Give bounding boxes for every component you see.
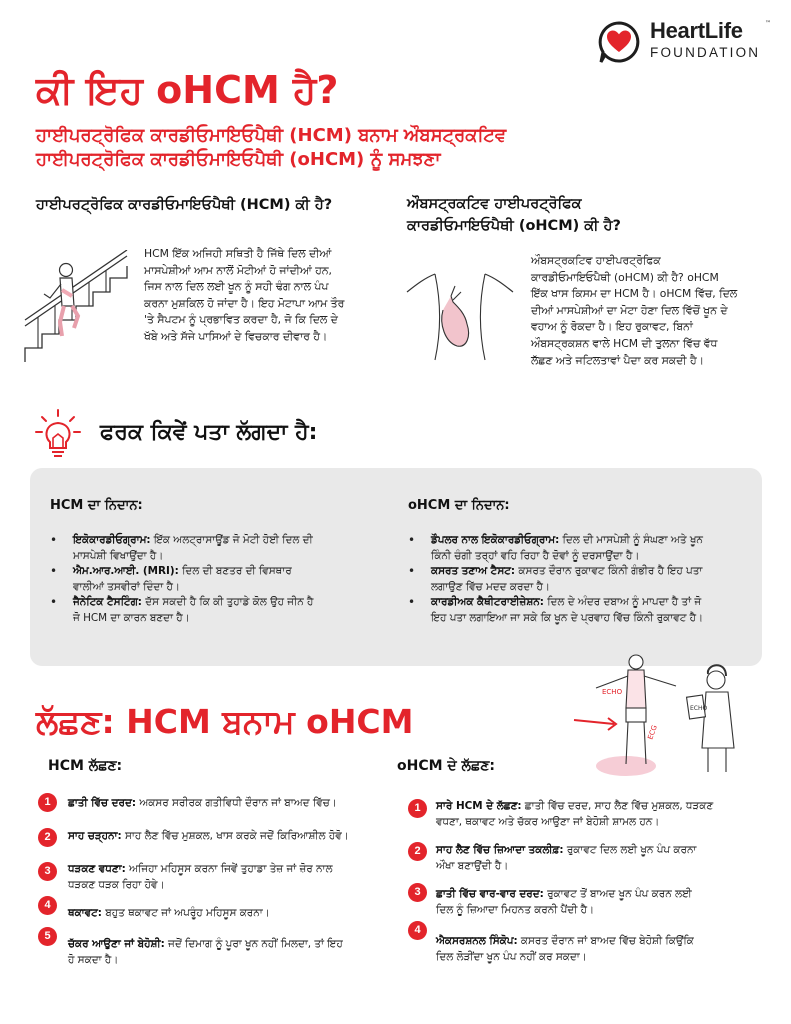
- lightbulb-icon: [34, 408, 82, 460]
- item-term: ਕਾਰਡੀਅਕ ਕੈਥੀਟਰਾਈਜ਼ੇਸ਼ਨ:: [431, 596, 544, 609]
- item-text: ਇਹ ਪਤਾ ਲਗਾਇਆ ਜਾ ਸਕੇ ਕਿ ਖੂਨ ਦੇ ਪ੍ਰਵਾਹ ਵਿੱਚ ਕਿੰਨੀ ਰੁਕਾਵਟ ਹੈ।: [431, 611, 704, 624]
- number-badge: 5: [38, 927, 57, 946]
- item-term: ਡੌਪਲਰ ਨਾਲ ਇਕੋਕਾਰਡੀਓਗ੍ਰਾਮ:: [431, 534, 560, 546]
- number-badge: 2: [38, 828, 57, 847]
- page-title: ਕੀ ਇਹ oHCM ਹੈ?: [36, 68, 339, 112]
- item-text: ਅਜਿਹਾ ਮਹਿਸੂਸ ਕਰਨਾ ਜਿਵੇਂ ਤੁਹਾਡਾ ਤੇਜ਼ ਜਾਂ ਜ਼ੋਰ ਨਾਲ: [125, 863, 333, 875]
- text-line: ਔਬਸਟ੍ਰਕਟਿਵ ਹਾਈਪਰਟ੍ਰੋਫਿਕ: [531, 254, 661, 267]
- hcm-diagnosis-heading: HCM ਦਾ ਨਿਦਾਨ:: [50, 498, 143, 513]
- hcm-symptom-item: [68, 861, 388, 893]
- item-text: ਰੁਕਾਵਟ ਤੋਂ ਬਾਅਦ ਖੂਨ ਪੰਪ ਕਰਨ ਲਈ: [543, 888, 692, 900]
- brand-trademark: ™: [765, 20, 771, 27]
- symptoms-title: ਲੱਛਣ: HCM ਬਨਾਮ oHCM: [36, 702, 414, 741]
- item-text: ਹੋ ਸਕਦਾ ਹੈ।: [68, 954, 119, 966]
- item-text: ਦਿਲ ਦੇ ਅੰਦਰ ਦਬਾਅ ਨੂੰ ਮਾਪਦਾ ਹੈ ਤਾਂ ਜੋ: [543, 596, 702, 609]
- number-badge: 1: [408, 799, 427, 818]
- item-term: ਕਸਰਤ ਤਣਾਅ ਟੈਸਟ:: [431, 565, 516, 578]
- hcm-definition-heading: ਹਾਈਪਰਟ੍ਰੋਫਿਕ ਕਾਰਡੀਓਮਾਇਓਪੈਥੀ (HCM) ਕੀ ਹੈ?: [36, 197, 333, 213]
- echo-clipboard-label: ECHO: [690, 705, 708, 712]
- ohcm-symptom-item: [436, 798, 776, 830]
- list-item: [408, 595, 760, 626]
- text-line: ਇੱਕ ਖਾਸ ਕਿਸਮ ਦਾ HCM ਹੈ। oHCM ਵਿੱਚ, ਦਿਲ: [531, 287, 738, 301]
- list-item: [408, 533, 760, 564]
- number-badge: 3: [38, 862, 57, 881]
- text-line: ਮਾਸਪੇਸ਼ੀਆਂ ਆਮ ਨਾਲੋਂ ਮੋਟੀਆਂ ਹੋ ਜਾਂਦੀਆਂ ਹਨ,: [144, 263, 332, 277]
- list-item: [50, 533, 395, 564]
- heart-speech-bubble-icon: [596, 19, 642, 65]
- heading-line: ਔਬਸਟ੍ਰਕਟਿਵ ਹਾਈਪਰਟ੍ਰੋਫਿਕ: [407, 196, 582, 212]
- text-line: ਲੱਛਣ ਅਤੇ ਜਟਿਲਤਾਵਾਂ ਪੈਦਾ ਕਰ ਸਕਦੀ ਹੈ।: [531, 353, 704, 367]
- number-badge: 2: [408, 842, 427, 861]
- hcm-symptom-item: [68, 828, 398, 844]
- ohcm-diagnosis-heading: oHCM ਦਾ ਨਿਦਾਨ:: [408, 498, 510, 513]
- item-text: ਸਾਹ ਲੈਣ ਵਿੱਚ ਮੁਸ਼ਕਲ, ਖਾਸ ਕਰਕੇ ਜਦੋਂ ਕਿਰਿਆਸ਼ੀਲ ਹੋਵੋ।: [121, 830, 349, 842]
- item-text: ਵਾਲੀਆਂ ਤਸਵੀਰਾਂ ਦਿੰਦਾ ਹੈ।: [73, 580, 180, 593]
- item-text: ਛਾਤੀ ਵਿੱਚ ਦਰਦ, ਸਾਹ ਲੈਣ ਵਿੱਚ ਮੁਸ਼ਕਲ, ਧੜਕਣ: [521, 800, 714, 812]
- ohcm-symptom-item: [436, 842, 776, 874]
- text-line: HCM ਇੱਕ ਅਜਿਹੀ ਸਥਿਤੀ ਹੈ ਜਿੱਥੇ ਦਿਲ ਦੀਆਂ: [144, 247, 332, 260]
- item-text: ਦੱਸ ਸਕਦੀ ਹੈ ਕਿ ਕੀ ਤੁਹਾਡੇ ਕੋਲ ਉਹ ਜੀਨ ਹੈ: [141, 596, 314, 609]
- item-text: ਦਿਲ ਨੂੰ ਜ਼ਿਆਦਾ ਮਿਹਨਤ ਕਰਨੀ ਪੈਂਦੀ ਹੈ।: [436, 904, 595, 916]
- text-line: ਔਬਸਟ੍ਰਕਸ਼ਨ ਵਾਲੇ HCM ਦੀ ਤੁਲਨਾ ਵਿੱਚ ਵੱਧ: [531, 336, 718, 350]
- item-term: ਥਕਾਵਟ:: [68, 907, 102, 919]
- item-text: ਬਹੁਤ ਥਕਾਵਟ ਜਾਂ ਅਪਰੂੰਹ ਮਹਿਸੂਸ ਕਰਨਾ।: [101, 907, 270, 919]
- item-text: ਧੜਕਣ ਧੜਕ ਰਿਹਾ ਹੋਵੇ।: [68, 879, 165, 891]
- item-term: ਸਾਰੇ HCM ਦੇ ਲੱਛਣ:: [436, 800, 522, 812]
- item-term: ਧੜਕਣ ਵਧਣਾ:: [68, 863, 126, 875]
- echo-label: ECHO: [602, 688, 623, 696]
- item-text: ਰੁਕਾਵਟ ਦਿਲ ਲਈ ਖੂਨ ਪੰਪ ਕਰਨਾ: [563, 844, 697, 856]
- ohcm-definition-heading: [407, 193, 747, 237]
- item-term: ਸਾਹ ਲੈਣ ਵਿੱਚ ਜ਼ਿਆਦਾ ਤਕਲੀਫ਼:: [436, 844, 564, 856]
- item-text: ਦਿਲ ਦੀ ਮਾਸਪੇਸ਼ੀ ਨੂੰ ਸੰਘਣਾ ਅਤੇ ਖੂਨ: [559, 534, 703, 546]
- list-item: [50, 595, 395, 626]
- hcm-symptom-item: [68, 936, 388, 968]
- item-term: ਛਾਤੀ ਵਿੱਚ ਵਾਰ-ਵਾਰ ਦਰਦ:: [436, 888, 544, 900]
- hcm-symptom-item: [68, 795, 388, 811]
- item-text: ਇੱਕ ਅਲਟ੍ਰਾਸਾਊਂਡ ਜੋ ਮੋਟੀ ਹੋਈ ਦਿਲ ਦੀ: [150, 534, 313, 546]
- item-text: ਵਧਣਾ, ਥਕਾਵਟ ਅਤੇ ਚੱਕਰ ਆਉਣਾ ਜਾਂ ਬੇਹੋਸ਼ੀ ਸ਼ਾਮਲ ਹਨ।: [436, 816, 660, 828]
- ohcm-diagnosis-list: [408, 533, 760, 627]
- item-text: ਦਿਲ ਲੋੜੀਂਦਾ ਖੂਨ ਪੰਪ ਨਹੀਂ ਕਰ ਸਕਦਾ।: [436, 951, 587, 963]
- difference-heading: ਫਰਕ ਕਿਵੇਂ ਪਤਾ ਲੱਗਦਾ ਹੈ:: [100, 420, 318, 445]
- subtitle-line: ਹਾਈਪਰਟ੍ਰੋਫਿਕ ਕਾਰਡੀਓਮਾਇਓਪੈਥੀ (oHCM) ਨੂੰ ਸਮਝਣਾ: [36, 149, 441, 170]
- text-line: ਕਾਰਡੀਓਮਾਇਓਪੈਥੀ (oHCM) ਕੀ ਹੈ? oHCM: [531, 270, 719, 284]
- text-line: ਖੱਬੇ ਅਤੇ ਸੱਜੇ ਪਾਸਿਆਂ ਦੇ ਵਿਚਕਾਰ ਦੀਵਾਰ ਹੈ।: [144, 329, 328, 343]
- item-term: ਚੱਕਰ ਆਉਣਾ ਜਾਂ ਬੇਹੋਸ਼ੀ:: [68, 938, 165, 950]
- item-text: ਜੋ HCM ਦਾ ਕਾਰਨ ਬਣਦਾ ਹੈ।: [73, 611, 190, 624]
- page-subtitle: [36, 124, 596, 172]
- item-term: ਐਕਸਰਸ਼ਨਲ ਸਿੰਕੋਪ:: [436, 935, 518, 947]
- subtitle-line: ਹਾਈਪਰਟ੍ਰੋਫਿਕ ਕਾਰਡੀਓਮਾਇਓਪੈਥੀ (HCM) ਬਨਾਮ ਔਬਸਟ੍ਰਕਟਿਵ: [36, 125, 507, 146]
- text-line: ਕਰਨਾ ਮੁਸ਼ਕਿਲ ਹੋ ਜਾਂਦਾ ਹੈ। ਇਹ ਮੋਟਾਪਾ ਆਮ ਤੌਰ: [144, 296, 345, 310]
- doctor-patient-illustration: [568, 648, 768, 778]
- item-text: ਮਾਸਪੇਸ਼ੀ ਵਿਖਾਉਂਦਾ ਹੈ।: [73, 549, 164, 562]
- item-term: ਛਾਤੀ ਵਿੱਚ ਦਰਦ:: [68, 797, 137, 809]
- item-text: ਅਕਸਰ ਸਰੀਰਕ ਗਤੀਵਿਧੀ ਦੌਰਾਨ ਜਾਂ ਬਾਅਦ ਵਿੱਚ।: [136, 797, 337, 809]
- item-text: ਔਖਾ ਬਣਾਉਂਦੀ ਹੈ।: [436, 860, 509, 872]
- item-text: ਦਿਲ ਦੀ ਬਣਤਰ ਦੀ ਵਿਸਥਾਰ: [178, 565, 292, 578]
- hcm-symptom-item: [68, 905, 388, 921]
- ecg-label: ECG: [646, 724, 659, 741]
- text-line: ਵਹਾਅ ਨੂੰ ਰੋਕਦਾ ਹੈ। ਇਹ ਰੁਕਾਵਟ, ਬਿਨਾਂ: [531, 320, 693, 334]
- text-line: ਜਿਸ ਨਾਲ ਦਿਲ ਲਈ ਖੂਨ ਨੂੰ ਸਹੀ ਢੰਗ ਨਾਲ ਪੰਪ: [144, 280, 329, 294]
- number-badge: 3: [408, 883, 427, 902]
- item-text: ਜਦੋਂ ਦਿਮਾਗ ਨੂੰ ਪੂਰਾ ਖੂਨ ਨਹੀਂ ਮਿਲਦਾ, ਤਾਂ ਇਹ: [164, 938, 343, 950]
- text-line: ਦੀਆਂ ਮਾਸਪੇਸ਼ੀਆਂ ਦਾ ਮੋਟਾ ਹੋਣਾ ਦਿਲ ਵਿੱਚੋਂ ਖੂਨ ਦੇ: [531, 303, 728, 317]
- number-badge: 4: [408, 921, 427, 940]
- hcm-definition-text: [144, 246, 394, 346]
- ohcm-symptom-item: [436, 933, 776, 965]
- item-text: ਕਿੰਨੀ ਚੰਗੀ ਤਰ੍ਹਾਂ ਵਹਿ ਰਿਹਾ ਹੈ ਦੋਵਾਂ ਨੂੰ ਦਰਸਾਉਂਦਾ ਹੈ।: [431, 549, 640, 562]
- ohcm-symptom-item: [436, 886, 776, 918]
- number-badge: 4: [38, 896, 57, 915]
- heading-line: ਕਾਰਡੀਓਮਾਇਓਪੈਥੀ (oHCM) ਕੀ ਹੈ?: [407, 218, 621, 234]
- list-item: [408, 564, 760, 595]
- item-term: ਐਮ.ਆਰ.ਆਈ. (MRI):: [73, 565, 179, 578]
- person-climbing-stairs-illustration: [20, 250, 140, 365]
- brand-subtitle: FOUNDATION: [650, 45, 761, 60]
- list-item: [50, 564, 395, 595]
- item-text: ਕਸਰਤ ਦੌਰਾਨ ਰੁਕਾਵਟ ਕਿੰਨੀ ਗੰਭੀਰ ਹੈ ਇਹ ਪਤਾ: [515, 565, 703, 578]
- item-term: ਜੈਨੇਟਿਕ ਟੈਸਟਿੰਗ:: [73, 596, 142, 609]
- item-term: ਇਕੋਕਾਰਡੀਓਗ੍ਰਾਮ:: [73, 534, 151, 546]
- text-line: 'ਤੇ ਸੈਪਟਮ ਨੂੰ ਪ੍ਰਭਾਵਿਤ ਕਰਦਾ ਹੈ, ਜੋ ਕਿ ਦਿਲ ਦੇ: [144, 313, 338, 327]
- torso-heart-illustration: [405, 262, 515, 362]
- ohcm-symptoms-heading: oHCM ਦੇ ਲੱਛਣ:: [397, 758, 495, 774]
- item-text: ਲਗਾਉਣ ਵਿੱਚ ਮਦਦ ਕਰਦਾ ਹੈ।: [431, 580, 550, 593]
- hcm-diagnosis-list: [50, 533, 395, 627]
- item-text: ਕਸਰਤ ਦੌਰਾਨ ਜਾਂ ਬਾਅਦ ਵਿੱਚ ਬੇਹੋਸ਼ੀ ਕਿਉਂਕਿ: [517, 935, 694, 947]
- item-term: ਸਾਹ ਚੜ੍ਹਨਾ:: [68, 830, 122, 842]
- ohcm-definition-text: [531, 253, 781, 369]
- brand-name: HeartLife: [650, 18, 743, 43]
- hcm-symptoms-heading: HCM ਲੱਛਣ:: [48, 758, 123, 774]
- number-badge: 1: [38, 793, 57, 812]
